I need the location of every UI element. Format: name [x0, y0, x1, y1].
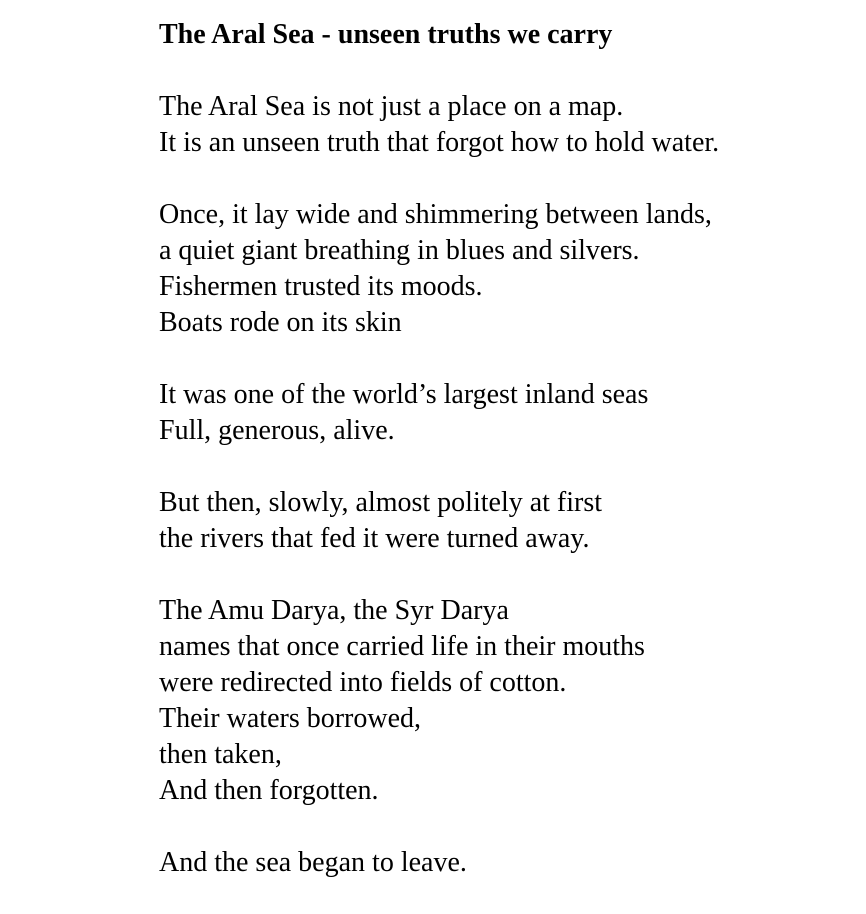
poem-line: then taken,: [159, 739, 282, 770]
stanza-2: [159, 197, 849, 341]
poem-line: But then, slowly, almost politely at first: [159, 487, 603, 518]
stanza-5: [159, 593, 849, 809]
poem-line: Their waters borrowed,: [159, 703, 422, 734]
poem-line: names that once carried life in their mouths: [159, 631, 645, 662]
poem-line: Full, generous, alive.: [159, 415, 395, 446]
poem-line: Fishermen trusted its moods.: [159, 271, 483, 302]
stanza-6: [159, 845, 849, 881]
poem-line: were redirected into fields of cotton.: [159, 667, 567, 698]
poem-line: a quiet giant breathing in blues and silvers.: [159, 235, 640, 266]
stanza-1: [159, 89, 849, 161]
poem-line: the rivers that fed it were turned away.: [159, 523, 590, 554]
poem-line: Once, it lay wide and shimmering between lands,: [159, 199, 712, 230]
poem-title: The Aral Sea - unseen truths we carry: [159, 19, 613, 50]
poem-line: And the sea began to leave.: [159, 847, 467, 878]
poem-line: The Aral Sea is not just a place on a map.: [159, 91, 624, 122]
poem-line: It is an unseen truth that forgot how to hold water.: [159, 127, 720, 158]
poem-line: And then forgotten.: [159, 775, 379, 806]
poem-line: The Amu Darya, the Syr Darya: [159, 595, 509, 626]
stanza-4: [159, 485, 849, 557]
poem-line: It was one of the world’s largest inland seas: [159, 379, 649, 410]
document-page: [159, 17, 849, 881]
stanza-3: [159, 377, 849, 449]
poem-line: Boats rode on its skin: [159, 307, 402, 338]
